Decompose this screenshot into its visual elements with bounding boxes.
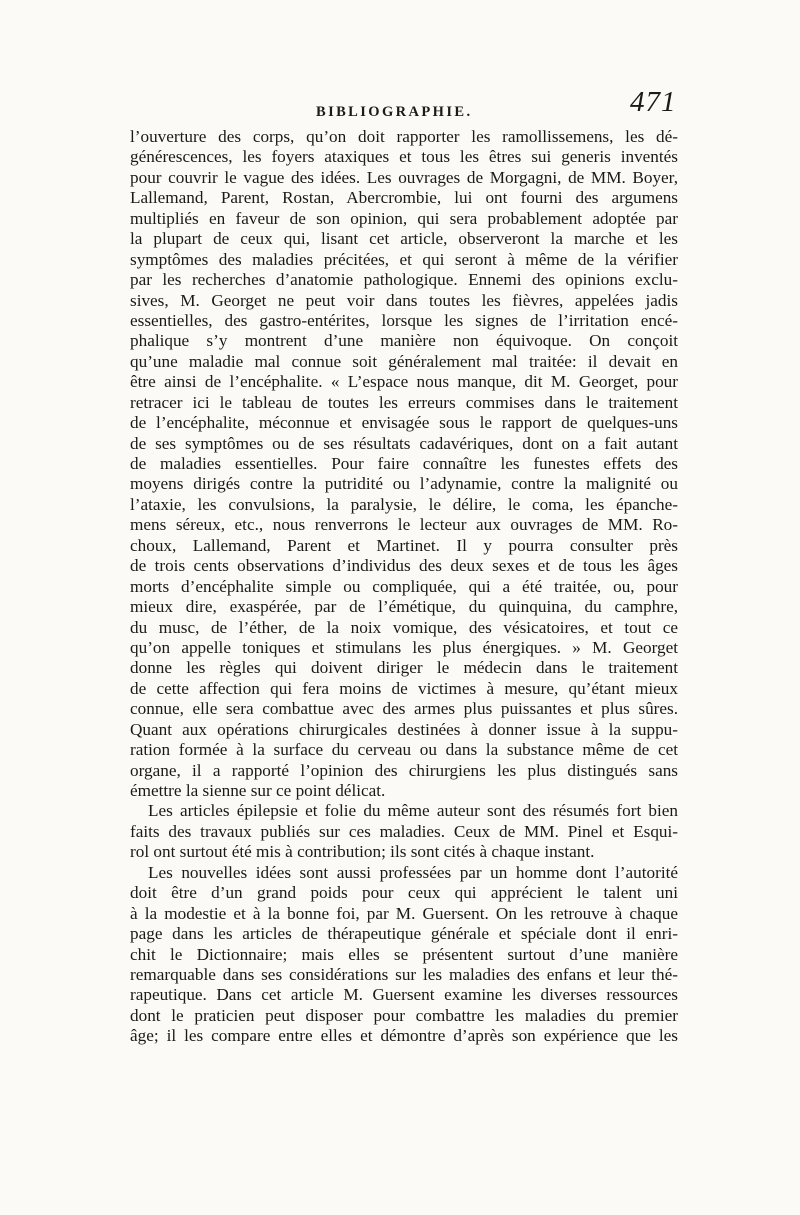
- text-line: moyens dirigés contre la putridité ou l’adynamie, contre la malignité ou: [130, 474, 678, 494]
- text-line: de trois cents observations d’individus des deux sexes et de tous les âges: [130, 556, 678, 576]
- text-line: âge; il les compare entre elles et démontre d’après son expérience que les: [130, 1026, 678, 1046]
- text-line: ration formée à la surface du cerveau ou dans la substance même de cet: [130, 740, 678, 760]
- text-line: à la modestie et à la bonne foi, par M. Guersent. On les retrouve à chaque: [130, 903, 678, 923]
- text-line: de maladies essentielles. Pour faire connaître les funestes effets des: [130, 454, 678, 473]
- text-line: dont le praticien peut disposer pour combattre les maladies du premier: [130, 1005, 678, 1025]
- text-line: Les articles épilepsie et folie du même auteur sont des résumés fort bien: [148, 801, 678, 821]
- text-line: doit être d’un grand poids pour ceux qui apprécient le talent uni: [130, 883, 678, 903]
- text-line: qu’on appelle toniques et stimulans les plus énergiques. » M. Georget: [130, 637, 678, 657]
- text-line: chit le Dictionnaire; mais elles se présentent surtout d’une manière: [130, 944, 678, 964]
- text-line: choux, Lallemand, Parent et Martinet. Il y pourra consulter près: [130, 535, 678, 555]
- text-line: l’ataxie, les convulsions, la paralysie, le délire, le coma, les épanche-: [130, 494, 678, 514]
- text-line: retracer ici le tableau de toutes les erreurs commises dans le traitement: [130, 392, 678, 412]
- text-line: rapeutique. Dans cet article M. Guersent examine les diverses ressources: [130, 985, 678, 1005]
- text-line: morts d’encéphalite simple ou compliquée, qui a été traitée, ou, pour: [130, 576, 678, 596]
- text-line: générescences, les foyers ataxiques et tous les êtres sui generis inventés: [130, 147, 678, 167]
- text-line: émettre la sienne sur ce point délicat.: [130, 781, 386, 800]
- text-line: phalique s’y montrent d’une manière non équivoque. On conçoit: [130, 331, 678, 351]
- text-line: remarquable dans ses considérations sur les maladies des enfans et leur thé-: [130, 964, 678, 984]
- text-line: de ses symptômes ou de ses résultats cadavériques, dont on a fait autant: [130, 433, 678, 453]
- text-line: rol ont surtout été mis à contribution; ils sont cités à chaque instant.: [130, 842, 595, 862]
- text-line: de l’encéphalite, méconnue et envisagée sous le rapport de quelques-uns: [130, 413, 678, 433]
- body-text: [130, 127, 678, 1047]
- text-line: faits des travaux publiés sur ces maladies. Ceux de MM. Pinel et Esqui-: [130, 821, 678, 841]
- text-line: multipliés en faveur de son opinion, qui sera probablement adoptée par: [130, 208, 678, 228]
- text-line: par les recherches d’anatomie pathologique. Ennemi des opinions exclu-: [130, 270, 678, 290]
- text-line: donne les règles qui doivent diriger le médecin dans le traitement: [130, 658, 678, 678]
- text-line: être ainsi de l’encéphalite. « L’espace nous manque, dit M. Georget, pour: [130, 372, 678, 392]
- page-number: 471: [630, 86, 677, 118]
- text-line: sives, M. Georget ne peut voir dans toutes les fièvres, appelées jadis: [130, 290, 678, 310]
- text-line: l’ouverture des corps, qu’on doit rapporter les ramollissemens, les dé-: [130, 127, 678, 146]
- text-line: connue, elle sera combattue avec des armes plus puissantes et plus sûres.: [130, 699, 678, 719]
- text-line: du musc, de l’éther, de la noix vomique, des vésicatoires, et tout ce: [130, 617, 678, 637]
- text-line: mens séreux, etc., nous renverrons le lecteur aux ouvrages de MM. Ro-: [130, 515, 678, 535]
- running-head: BIBLIOGRAPHIE.: [316, 104, 473, 120]
- text-line: qu’une maladie mal connue soit généralement mal traitée: il devait en: [130, 351, 678, 371]
- text-line: Quant aux opérations chirurgicales destinées à donner issue à la suppu-: [130, 719, 678, 739]
- text-line: mieux dire, exaspérée, par de l’émétique, du quinquina, du camphre,: [130, 597, 678, 617]
- text-line: Les nouvelles idées sont aussi professées par un homme dont l’autorité: [148, 862, 678, 882]
- page-header: [130, 86, 678, 126]
- text-line: pour couvrir le vague des idées. Les ouvrages de Morgagni, de MM. Boyer,: [130, 167, 678, 187]
- text-line: de cette affection qui fera moins de victimes à mesure, qu’étant mieux: [130, 678, 678, 698]
- text-line: symptômes des maladies précitées, et qui seront à même de la vérifier: [130, 249, 678, 269]
- text-line: essentielles, des gastro-entérites, lorsque les signes de l’irritation encé-: [130, 310, 678, 330]
- text-line: organe, il a rapporté l’opinion des chirurgiens les plus distingués sans: [130, 760, 678, 780]
- text-line: Lallemand, Parent, Rostan, Abercrombie, lui ont fourni des argumens: [130, 188, 678, 208]
- text-line: page dans les articles de thérapeutique générale et spéciale dont il enri-: [130, 924, 678, 944]
- text-line: la plupart de ceux qui, lisant cet article, observeront la marche et les: [130, 229, 678, 249]
